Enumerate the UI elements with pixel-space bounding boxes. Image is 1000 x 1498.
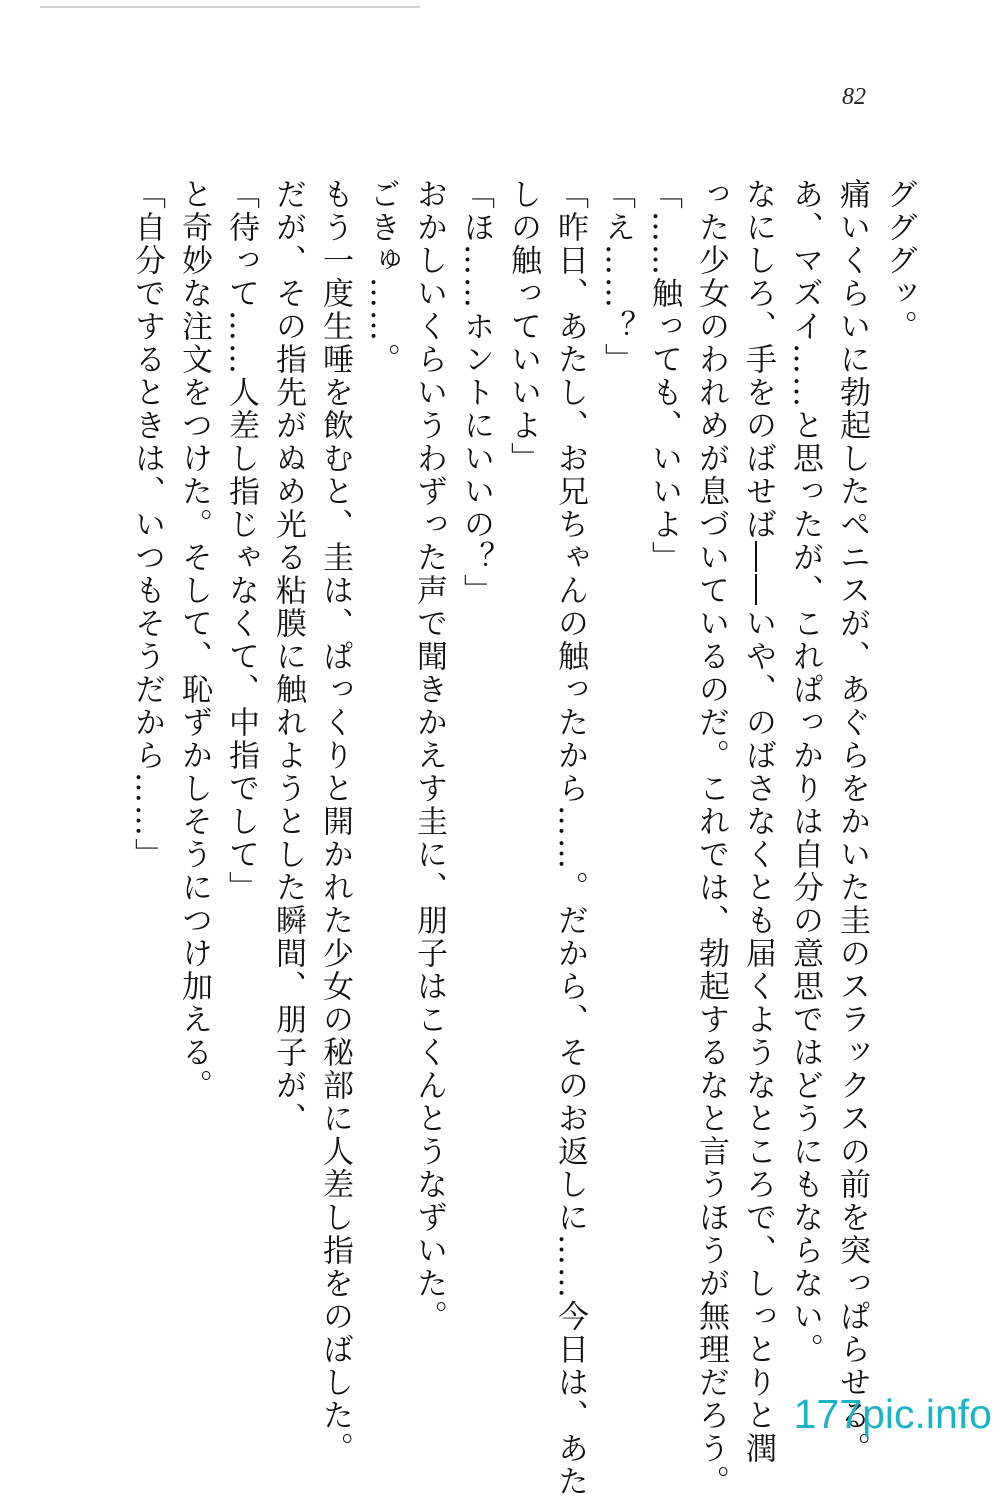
text-line: グググッ。 — [881, 178, 917, 343]
text-line: あ、マズイ……と思ったが、これぱっかりは自分の意思ではどうにもならない。 — [787, 178, 823, 1366]
text-line: ごきゅ……。 — [364, 178, 400, 376]
text-line: しの触っていいよ」 — [505, 178, 541, 475]
text-line: だが、その指先がぬめ光る粘膜に触れようとした瞬間、朋子が、 — [270, 178, 306, 1135]
page-number: 82 — [842, 84, 866, 110]
text-line: もう一度生唾を飲むと、圭は、ぱっくりと開かれた少女の秘部に人差し指をのばした。 — [317, 178, 353, 1465]
watermark: 177pic.info — [793, 1391, 992, 1437]
scan-edge-mark — [40, 6, 420, 8]
text-line: 「ほ……ホントにいいの？」 — [458, 178, 494, 607]
text-line: 「え……？」 — [599, 178, 635, 376]
text-line: なにしろ、手をのばせば――いや、のばさなくとも届くようなところで、しっとりと潤 — [740, 178, 776, 1465]
text-line: った少女のわれめが息づいているのだ。これでは、勃起するなと言うほうが無理だろう。 — [693, 178, 729, 1498]
text-line: 「……触っても、いいよ」 — [646, 178, 682, 574]
text-line: 「自分でするときは、いつもそうだから……」 — [129, 178, 165, 871]
text-line: 「待って……人差し指じゃなくて、中指でして」 — [223, 178, 259, 904]
text-line: 痛いくらいに勃起したペニスが、あぐらをかいた圭のスラックスの前を突っぱらせる。 — [834, 178, 870, 1465]
text-line: おかしいくらいうわずった声で聞きかえす圭に、朋子はこくんとうなずいた。 — [411, 178, 447, 1333]
text-line: と奇妙な注文をつけた。そして、恥ずかしそうにつけ加える。 — [176, 178, 212, 1102]
text-line: 「昨日、あたし、お兄ちゃんの触ったから……。だから、そのお返しに……今日は、あた — [552, 178, 588, 1498]
